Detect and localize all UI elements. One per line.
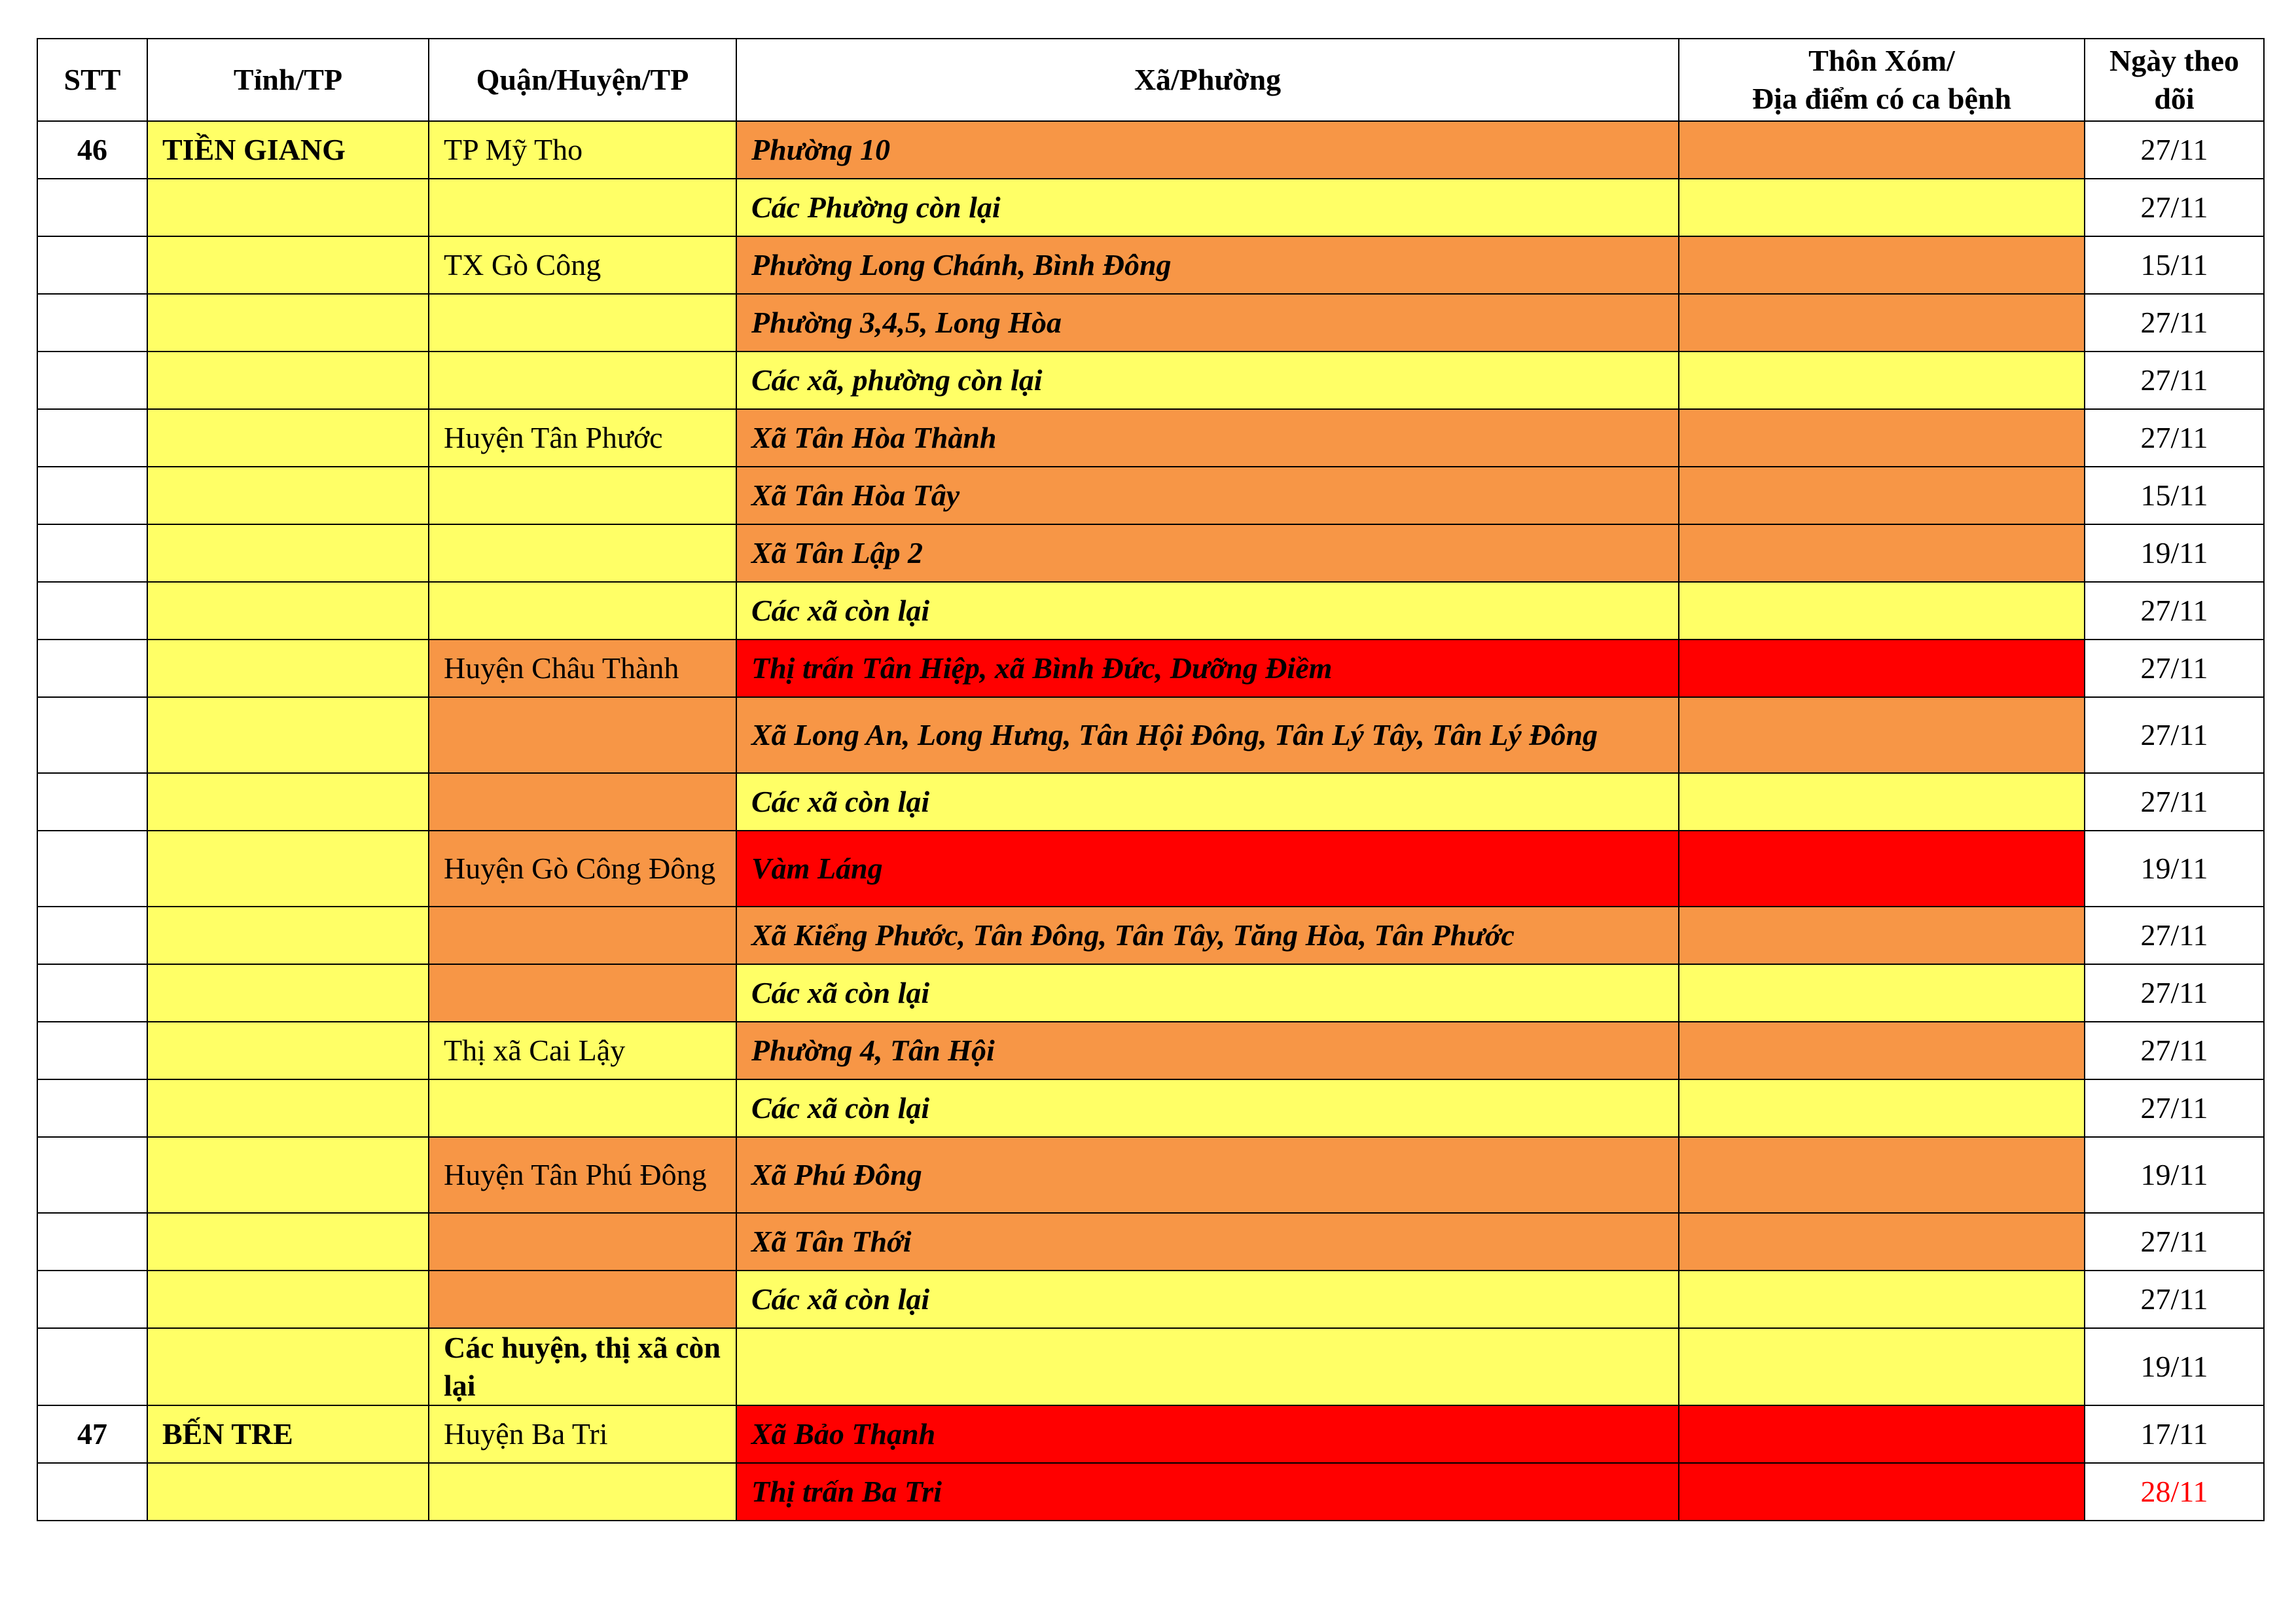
ward-cell: Các xã, phường còn lại xyxy=(736,352,1679,409)
ward-cell: Vàm Láng xyxy=(736,831,1679,907)
district-cell xyxy=(429,964,736,1022)
hamlet-cell xyxy=(1679,697,2085,773)
hamlet-cell xyxy=(1679,294,2085,352)
province-cell xyxy=(147,831,429,907)
district-cell: Huyện Gò Công Đông xyxy=(429,831,736,907)
date-cell: 27/11 xyxy=(2085,121,2264,179)
province-cell xyxy=(147,179,429,236)
province-cell xyxy=(147,1271,429,1328)
date-cell: 27/11 xyxy=(2085,1213,2264,1271)
district-cell: Huyện Ba Tri xyxy=(429,1405,736,1463)
table-row xyxy=(37,1137,2264,1213)
ward-cell: Phường 3,4,5, Long Hòa xyxy=(736,294,1679,352)
province-cell xyxy=(147,964,429,1022)
table-row xyxy=(37,179,2264,236)
covid-risk-table-page xyxy=(37,38,2263,1521)
header-province: Tỉnh/TP xyxy=(147,39,429,121)
province-cell xyxy=(147,1463,429,1521)
stt-cell xyxy=(37,1137,147,1213)
hamlet-cell xyxy=(1679,409,2085,467)
table-row xyxy=(37,1079,2264,1137)
stt-cell xyxy=(37,831,147,907)
ward-cell: Thị trấn Ba Tri xyxy=(736,1463,1679,1521)
hamlet-cell xyxy=(1679,179,2085,236)
district-cell: Các huyện, thị xã còn lại xyxy=(429,1328,736,1405)
hamlet-cell xyxy=(1679,831,2085,907)
district-cell xyxy=(429,697,736,773)
date-cell: 15/11 xyxy=(2085,236,2264,294)
header-hamlet-line1: Thôn Xóm/ xyxy=(1808,44,1955,77)
stt-cell xyxy=(37,1079,147,1137)
hamlet-cell xyxy=(1679,907,2085,964)
date-cell: 27/11 xyxy=(2085,352,2264,409)
hamlet-cell xyxy=(1679,1137,2085,1213)
hamlet-cell xyxy=(1679,1079,2085,1137)
province-cell: TIỀN GIANG xyxy=(147,121,429,179)
header-district: Quận/Huyện/TP xyxy=(429,39,736,121)
date-cell: 27/11 xyxy=(2085,294,2264,352)
district-cell xyxy=(429,1079,736,1137)
ward-cell: Xã Tân Hòa Thành xyxy=(736,409,1679,467)
district-cell xyxy=(429,773,736,831)
table-body xyxy=(37,121,2264,1521)
table-row xyxy=(37,1271,2264,1328)
ward-cell: Phường 10 xyxy=(736,121,1679,179)
district-cell xyxy=(429,1271,736,1328)
date-cell: 19/11 xyxy=(2085,1137,2264,1213)
district-cell: Huyện Tân Phước xyxy=(429,409,736,467)
table-row xyxy=(37,831,2264,907)
province-cell xyxy=(147,1137,429,1213)
province-cell xyxy=(147,467,429,524)
district-cell xyxy=(429,467,736,524)
date-cell: 27/11 xyxy=(2085,179,2264,236)
hamlet-cell xyxy=(1679,640,2085,697)
date-cell: 27/11 xyxy=(2085,697,2264,773)
stt-cell xyxy=(37,907,147,964)
district-cell xyxy=(429,352,736,409)
ward-cell: Các xã còn lại xyxy=(736,582,1679,640)
hamlet-cell xyxy=(1679,1022,2085,1079)
hamlet-cell xyxy=(1679,964,2085,1022)
ward-cell: Xã Tân Lập 2 xyxy=(736,524,1679,582)
header-hamlet-line2: Địa điểm có ca bệnh xyxy=(1751,82,2012,115)
table-row xyxy=(37,640,2264,697)
ward-cell xyxy=(736,1328,1679,1405)
stt-cell xyxy=(37,236,147,294)
district-cell xyxy=(429,294,736,352)
hamlet-cell xyxy=(1679,1213,2085,1271)
table-row xyxy=(37,1022,2264,1079)
table-row xyxy=(37,236,2264,294)
stt-cell: 46 xyxy=(37,121,147,179)
province-cell xyxy=(147,697,429,773)
district-cell xyxy=(429,179,736,236)
table-row xyxy=(37,1213,2264,1271)
ward-cell: Phường 4, Tân Hội xyxy=(736,1022,1679,1079)
table-row xyxy=(37,1463,2264,1521)
province-cell xyxy=(147,1079,429,1137)
province-cell xyxy=(147,1328,429,1405)
district-cell xyxy=(429,1463,736,1521)
stt-cell xyxy=(37,1328,147,1405)
province-cell xyxy=(147,582,429,640)
district-cell: Huyện Châu Thành xyxy=(429,640,736,697)
stt-cell: 47 xyxy=(37,1405,147,1463)
province-cell xyxy=(147,773,429,831)
header-date: Ngày theo dõi xyxy=(2085,39,2264,121)
hamlet-cell xyxy=(1679,236,2085,294)
table-row xyxy=(37,907,2264,964)
date-cell: 28/11 xyxy=(2085,1463,2264,1521)
date-cell: 19/11 xyxy=(2085,1328,2264,1405)
table-row xyxy=(37,1328,2264,1405)
header-hamlet xyxy=(1679,39,2085,121)
district-cell: TP Mỹ Tho xyxy=(429,121,736,179)
table-header-row xyxy=(37,39,2264,121)
hamlet-cell xyxy=(1679,1328,2085,1405)
ward-cell: Xã Tân Hòa Tây xyxy=(736,467,1679,524)
stt-cell xyxy=(37,582,147,640)
province-cell xyxy=(147,352,429,409)
date-cell: 27/11 xyxy=(2085,1079,2264,1137)
table-row xyxy=(37,1405,2264,1463)
stt-cell xyxy=(37,294,147,352)
ward-cell: Các Phường còn lại xyxy=(736,179,1679,236)
hamlet-cell xyxy=(1679,1405,2085,1463)
district-cell xyxy=(429,1213,736,1271)
date-cell: 27/11 xyxy=(2085,409,2264,467)
province-cell xyxy=(147,409,429,467)
date-cell: 27/11 xyxy=(2085,773,2264,831)
date-cell: 27/11 xyxy=(2085,907,2264,964)
ward-cell: Các xã còn lại xyxy=(736,1271,1679,1328)
ward-cell: Các xã còn lại xyxy=(736,964,1679,1022)
ward-cell: Xã Kiểng Phước, Tân Đông, Tân Tây, Tăng Hòa, Tân Phước xyxy=(736,907,1679,964)
table-row xyxy=(37,582,2264,640)
table-row xyxy=(37,352,2264,409)
ward-cell: Xã Bảo Thạnh xyxy=(736,1405,1679,1463)
hamlet-cell xyxy=(1679,467,2085,524)
stt-cell xyxy=(37,640,147,697)
stt-cell xyxy=(37,1022,147,1079)
date-cell: 27/11 xyxy=(2085,640,2264,697)
hamlet-cell xyxy=(1679,352,2085,409)
hamlet-cell xyxy=(1679,582,2085,640)
ward-cell: Các xã còn lại xyxy=(736,1079,1679,1137)
hamlet-cell xyxy=(1679,1463,2085,1521)
district-cell: Huyện Tân Phú Đông xyxy=(429,1137,736,1213)
province-cell xyxy=(147,294,429,352)
ward-cell: Các xã còn lại xyxy=(736,773,1679,831)
stt-cell xyxy=(37,524,147,582)
district-cell xyxy=(429,907,736,964)
district-cell xyxy=(429,582,736,640)
date-cell: 27/11 xyxy=(2085,582,2264,640)
hamlet-cell xyxy=(1679,773,2085,831)
ward-cell: Phường Long Chánh, Bình Đông xyxy=(736,236,1679,294)
date-cell: 27/11 xyxy=(2085,1271,2264,1328)
stt-cell xyxy=(37,964,147,1022)
date-cell: 19/11 xyxy=(2085,831,2264,907)
province-cell xyxy=(147,236,429,294)
hamlet-cell xyxy=(1679,524,2085,582)
stt-cell xyxy=(37,1271,147,1328)
ward-cell: Thị trấn Tân Hiệp, xã Bình Đức, Dưỡng Điềm xyxy=(736,640,1679,697)
table-row xyxy=(37,409,2264,467)
district-cell: TX Gò Công xyxy=(429,236,736,294)
table-row xyxy=(37,294,2264,352)
stt-cell xyxy=(37,467,147,524)
hamlet-cell xyxy=(1679,1271,2085,1328)
date-cell: 27/11 xyxy=(2085,964,2264,1022)
district-cell: Thị xã Cai Lậy xyxy=(429,1022,736,1079)
stt-cell xyxy=(37,352,147,409)
table-row xyxy=(37,121,2264,179)
date-cell: 27/11 xyxy=(2085,1022,2264,1079)
province-cell: BẾN TRE xyxy=(147,1405,429,1463)
stt-cell xyxy=(37,179,147,236)
hamlet-cell xyxy=(1679,121,2085,179)
province-cell xyxy=(147,1213,429,1271)
province-cell xyxy=(147,1022,429,1079)
province-cell xyxy=(147,907,429,964)
province-cell xyxy=(147,524,429,582)
table-row xyxy=(37,964,2264,1022)
ward-cell: Xã Tân Thới xyxy=(736,1213,1679,1271)
header-ward: Xã/Phường xyxy=(736,39,1679,121)
header-stt: STT xyxy=(37,39,147,121)
table-row xyxy=(37,524,2264,582)
stt-cell xyxy=(37,1213,147,1271)
date-cell: 15/11 xyxy=(2085,467,2264,524)
stt-cell xyxy=(37,1463,147,1521)
table-row xyxy=(37,467,2264,524)
table-row xyxy=(37,773,2264,831)
stt-cell xyxy=(37,697,147,773)
stt-cell xyxy=(37,409,147,467)
ward-cell: Xã Phú Đông xyxy=(736,1137,1679,1213)
risk-level-table xyxy=(37,38,2265,1521)
date-cell: 17/11 xyxy=(2085,1405,2264,1463)
district-cell xyxy=(429,524,736,582)
ward-cell: Xã Long An, Long Hưng, Tân Hội Đông, Tân Lý Tây, Tân Lý Đông xyxy=(736,697,1679,773)
date-cell: 19/11 xyxy=(2085,524,2264,582)
table-row xyxy=(37,697,2264,773)
stt-cell xyxy=(37,773,147,831)
province-cell xyxy=(147,640,429,697)
